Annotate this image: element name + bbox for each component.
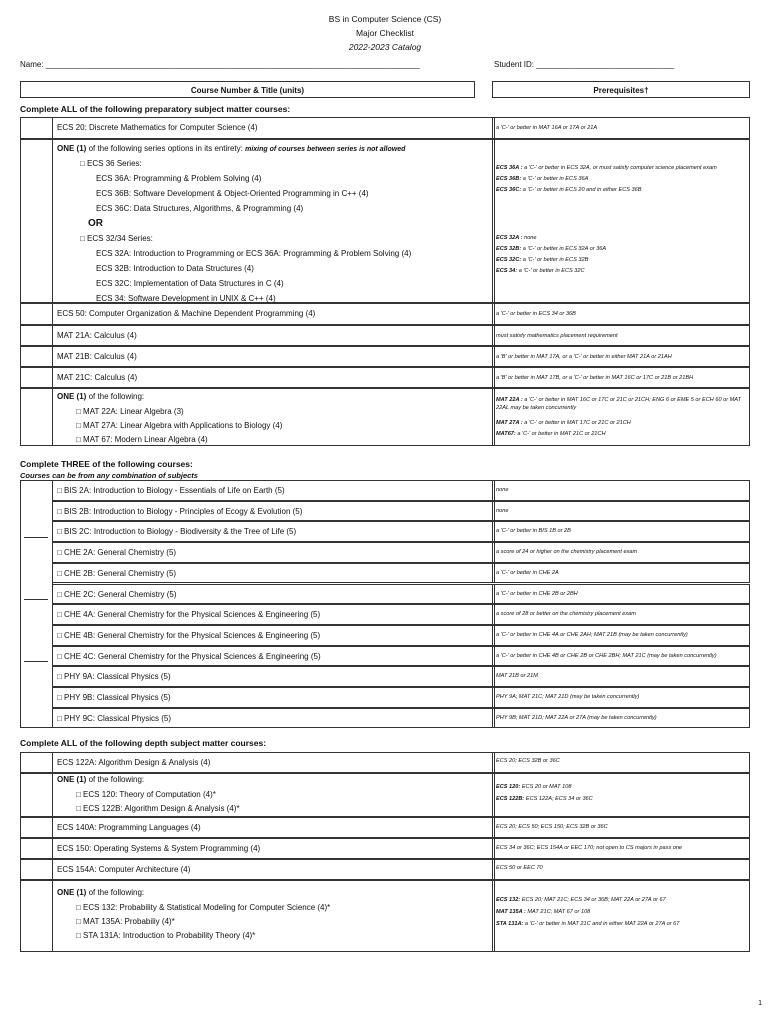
science-subheading: Courses can be from any combination of subjects <box>20 471 198 480</box>
prereq-mat21c: a 'B' or better in MAT 17B, or a 'C-' or better in MAT 16C or 17C or 21B or 21BH <box>496 375 694 381</box>
science-course[interactable]: □ PHY 9C: Classical Physics (5) <box>57 713 172 723</box>
table-row <box>20 563 750 584</box>
prereq-ecs154a: ECS 50 or EEC 70 <box>496 865 543 871</box>
table-row <box>20 346 750 367</box>
course-mat67[interactable]: □ MAT 67: Modern Linear Algebra (4) <box>76 435 208 444</box>
science-course[interactable]: □ BIS 2A: Introduction to Biology - Essentials of Life on Earth (5) <box>57 486 285 495</box>
science-prereq: a 'C-' or better in CHE 4B or CHE 2B or CHE 2BH; MAT 21C (may be taken concurrently) <box>496 652 717 659</box>
table-row <box>20 480 750 501</box>
check-cell[interactable] <box>20 303 53 325</box>
table-row <box>20 521 750 542</box>
prereq-mat27a: MAT 27A : a 'C-' or better in MAT 17C or 21C or 21CH <box>496 420 631 426</box>
course-ecs36c: ECS 36C: Data Structures, Algorithms, & Programming (4) <box>96 204 304 213</box>
series-note: mixing of courses between series is not allowed <box>245 146 406 153</box>
check-cell[interactable] <box>20 859 53 880</box>
science-course[interactable]: □ BIS 2B: Introduction to Biology - Principles of Ecogy & Evolution (5) <box>57 506 303 516</box>
course-ecs32b: ECS 32B: Introduction to Data Structures (4) <box>96 264 254 273</box>
prereq-mat21a: must satisfy mathematics placement requirement <box>496 333 618 339</box>
course-ecs132[interactable]: □ ECS 132: Probability & Statistical Modeling for Computer Science (4)* <box>76 903 331 912</box>
table-row <box>20 687 750 708</box>
course-ecs36b: ECS 36B: Software Development & Object-Oriented Programming in C++ (4) <box>96 189 369 198</box>
catalog-year: 2022-2023 Catalog <box>348 42 422 52</box>
course-ecs50: ECS 50: Computer Organization & Machine Dependent Programming (4) <box>57 309 316 318</box>
check-cell[interactable] <box>20 880 53 952</box>
course-ecs34: ECS 34: Software Development in UNIX & C++ (4) <box>96 294 276 303</box>
science-course[interactable]: □ CHE 4B: General Chemistry for the Physical Sciences & Engineering (5) <box>57 630 321 640</box>
check-cell[interactable] <box>20 388 53 446</box>
table-row <box>20 303 750 325</box>
table-row <box>20 367 750 388</box>
table-row: ONE (1) of the following: □ ECS 132: Probability & Statistical Modeling for Computer Science (4)* □ MAT 135A: Probabiliy (4)* □ STA 131A: Introduction to Probability Theory (4)* ECS 132: ECS 20; MAT 21C; ECS 34 or 36B; MAT 22A or 27A or 67 MAT 135A : MAT 21C; MAT 67 or 108 STA 131A: a 'C-' or better in MAT 21C and in either MAT 22A or 27A or 67 <box>20 880 750 952</box>
prereq-ecs32b: ECS 32B: a 'C-' or better in ECS 32A or 36A <box>496 246 607 252</box>
series-one-label: ONE (1) <box>57 144 87 153</box>
table-row <box>20 501 750 522</box>
prereq-sta131a: STA 131A: a 'C-' or better in MAT 21C and in either MAT 22A or 27A or 67 <box>496 921 680 927</box>
prereq-ecs36c: ECS 36C: a 'C-' or better in ECS 20 and in either ECS 36B <box>496 187 642 193</box>
check-cell[interactable] <box>20 346 53 367</box>
check-cell[interactable] <box>20 773 53 817</box>
science-course[interactable]: □ BIS 2C: Introduction to Biology - Biodiversity & the Tree of Life (5) <box>57 527 297 537</box>
course-mat22a[interactable]: □ MAT 22A: Linear Algebra (3) <box>76 407 184 416</box>
course-ecs36a: ECS 36A: Programming & Problem Solving (4) <box>96 174 262 183</box>
prereq-ecs122b: ECS 122B: ECS 122A; ECS 34 or 36C <box>496 796 593 802</box>
prereq-ecs20: a 'C-' or better in MAT 16A or 17A or 21A <box>496 125 598 131</box>
table-row <box>20 625 750 646</box>
check-cell[interactable] <box>20 838 53 859</box>
course-mat21b: MAT 21B: Calculus (4) <box>57 352 137 361</box>
prereq-ecs132: ECS 132: ECS 20; MAT 21C; ECS 34 or 36B; MAT 22A or 27A or 67 <box>496 897 666 903</box>
program-title: BS in Computer Science (CS) <box>328 14 442 24</box>
prereq-mat22a: MAT 22A : a 'C-' or better in MAT 16C or 17C or 21C or 21CH; ENG 6 or EME 5 or ECH 60 or MAT 22AL may be taken concurrently <box>496 397 742 411</box>
course-ecs122a: ECS 122A: Algorithm Design & Analysis (4) <box>57 758 211 767</box>
course-ecs122b[interactable]: □ ECS 122B: Algorithm Design & Analysis (4)* <box>76 804 240 813</box>
course-mat135a[interactable]: □ MAT 135A: Probabiliy (4)* <box>76 917 175 926</box>
science-prereq: none <box>496 507 509 514</box>
science-prereq: a 'C-' or better in BIS 1B or 2B <box>496 528 571 535</box>
table-row <box>20 542 750 563</box>
table-row <box>20 752 750 773</box>
prereq-mat67: MAT67: a 'C-' or better in MAT 21C or 21CH <box>496 431 606 437</box>
table-row <box>20 604 750 625</box>
prereq-ecs36a: ECS 36A : a 'C-' or better in ECS 32A, or must satisfy computer science placement exam <box>496 165 717 171</box>
table-row <box>20 666 750 687</box>
check-cell[interactable] <box>20 117 53 139</box>
science-course[interactable]: □ CHE 2C: General Chemistry (5) <box>57 589 177 599</box>
prereq-mat21b: a 'B' or better in MAT 17A, or a 'C-' or better in either MAT 21A or 21AH <box>496 354 672 360</box>
course-ecs154a: ECS 154A: Computer Architecture (4) <box>57 865 191 874</box>
science-prereq: a score of 28 or better on the chemistry placement exam <box>496 611 636 618</box>
science-prereq: a score of 24 or higher on the chemistry placement exam <box>496 549 638 556</box>
science-course[interactable]: □ CHE 4A: General Chemistry for the Physical Sciences & Engineering (5) <box>57 610 321 620</box>
prereq-ecs36b: ECS 36B: a 'C-' or better in ECS 36A <box>496 176 589 182</box>
student-id-field[interactable]: Student ID: _______________________________ <box>494 60 675 69</box>
table-row <box>20 584 750 605</box>
check-cell[interactable] <box>20 139 53 303</box>
prerequisites-column-header: Prerequisites† <box>492 81 750 98</box>
science-prereq: a 'C-' or better in CHE 2A <box>496 569 559 576</box>
course-ecs20: ECS 20: Discrete Mathematics for Computer Science (4) <box>57 123 258 132</box>
name-field[interactable]: Name: ____________________________________________________________________________________ <box>20 60 420 69</box>
course-mat21a: MAT 21A: Calculus (4) <box>57 331 137 340</box>
science-course[interactable]: □ CHE 2B: General Chemistry (5) <box>57 568 177 578</box>
table-row <box>20 817 750 838</box>
check-cell[interactable] <box>20 817 53 838</box>
table-row <box>20 708 750 729</box>
page-number: 1 <box>758 1000 762 1007</box>
table-row <box>20 646 750 667</box>
prereq-ecs122a: ECS 20; ECS 32B or 36C <box>496 758 560 764</box>
prep-heading: Complete ALL of the following preparatory subject matter courses: <box>20 104 291 114</box>
science-prereq: a 'C-' or better in CHE 2B or 2BH <box>496 590 578 597</box>
prereq-ecs140a: ECS 20; ECS 50; ECS 150; ECS 32B or 36C <box>496 824 608 830</box>
checklist-title: Major Checklist <box>355 28 415 38</box>
science-prereq: MAT 21B or 21M <box>496 673 538 680</box>
series-32-option[interactable]: □ ECS 32/34 Series: <box>80 234 153 243</box>
check-cell[interactable] <box>20 752 53 773</box>
prereq-ecs120: ECS 120: ECS 20 or MAT 108 <box>496 784 572 790</box>
course-ecs140a: ECS 140A: Programming Languages (4) <box>57 823 201 832</box>
table-row <box>20 838 750 859</box>
prereq-mat135a: MAT 135A : MAT 21C; MAT 67 or 108 <box>496 909 591 915</box>
prereq-ecs32a: ECS 32A : none <box>496 235 537 241</box>
series-36-option[interactable]: □ ECS 36 Series: <box>80 159 142 168</box>
course-ecs120[interactable]: □ ECS 120: Theory of Computation (4)* <box>76 790 216 799</box>
table-row: ONE (1) of the following: □ MAT 22A: Linear Algebra (3) □ MAT 27A: Linear Algebra with Applications to Biology (4) □ MAT 67: Modern Linear Algebra (4) MAT 22A : a 'C-' or better in MAT 16C or 17C or 21C or 21CH; ENG 6 or EME 5 or ECH 60 or MAT 22AL may be taken concurrently MAT 27A : a 'C-' or better in MAT 17C or 21C or 21CH MAT67: a 'C-' or better in MAT 21C or 21CH <box>20 388 750 446</box>
course-sta131a[interactable]: □ STA 131A: Introduction to Probability Theory (4)* <box>76 931 256 940</box>
science-prereq: PHY 9A; MAT 21C; MAT 21D (may be taken concurrently) <box>496 694 640 700</box>
check-cell[interactable] <box>20 367 53 388</box>
table-row: ONE (1) of the following series options in its entirety: mixing of courses between series is not allowed □ ECS 36 Series: ECS 36A: Programming & Problem Solving (4) ECS 36B: Software Development & Object-Oriented Programming in C++ (4) ECS 36C: Data Structures, Algorithms, & Programming (4) OR □ ECS 32/34 Series: ECS 32A: Introduction to Programming or ECS 36A: Programming & Problem Solving (4) ECS 32B: Introduction to Data Structures (4) ECS 32C: Implementation of Data Structures in C (4) ECS 34: Software Development in UNIX & C++ (4) ECS 36A : a 'C-' or better in ECS 32A, or must satisfy computer science placement exam ECS 36B: a 'C-' or better in ECS 36A ECS 36C: a 'C-' or better in ECS 20 and in either ECS 36B ECS 32A : none ECS 32B: a 'C-' or better in ECS 32A or 36A ECS 32C: a 'C-' or better in ECS 32B ECS 34: a 'C-' or better in ECS 32C <box>20 139 750 303</box>
science-prereq: PHY 9B; MAT 21D; MAT 22A or 27A (may be taken concurrently) <box>496 714 657 721</box>
science-course[interactable]: □ PHY 9A: Classical Physics (5) <box>57 672 171 682</box>
course-ecs32a: ECS 32A: Introduction to Programming or ECS 36A: Programming & Problem Solving (4) <box>96 249 412 258</box>
table-row <box>20 859 750 880</box>
prereq-ecs32c: ECS 32C: a 'C-' or better in ECS 32B <box>496 257 589 263</box>
course-mat27a[interactable]: □ MAT 27A: Linear Algebra with Applications to Biology (4) <box>76 421 283 430</box>
course-ecs150: ECS 150: Operating Systems & System Programming (4) <box>57 844 261 853</box>
science-course[interactable]: □ CHE 2A: General Chemistry (5) <box>57 548 177 558</box>
prereq-ecs50: a 'C-' or better in ECS 34 or 36B <box>496 311 576 317</box>
depth-heading: Complete ALL of the following depth subject matter courses: <box>20 738 267 748</box>
table-row <box>20 325 750 346</box>
science-course[interactable]: □ PHY 9B: Classical Physics (5) <box>57 693 171 702</box>
science-heading: Complete THREE of the following courses: <box>20 459 193 469</box>
table-row: ONE (1) of the following: □ ECS 120: Theory of Computation (4)* □ ECS 122B: Algorithm Design & Analysis (4)* ECS 120: ECS 20 or MAT 108 ECS 122B: ECS 122A; ECS 34 or 36C <box>20 773 750 817</box>
course-ecs32c: ECS 32C: Implementation of Data Structures in C (4) <box>96 279 284 288</box>
course-mat21c: MAT 21C: Calculus (4) <box>57 373 138 382</box>
prereq-ecs150: ECS 34 or 36C; ECS 154A or EEC 170; not open to CS majors in pass one <box>496 845 683 851</box>
check-cell[interactable] <box>20 325 53 346</box>
or-divider: OR <box>88 218 103 229</box>
science-prereq: a 'C-' or better in CHE 4A or CHE 2AH; MAT 21B (may be taken concurrently) <box>496 631 688 638</box>
course-column-header: Course Number & Title (units) <box>20 81 475 98</box>
science-course[interactable]: □ CHE 4C: General Chemistry for the Physical Sciences & Engineering (5) <box>57 651 321 661</box>
science-prereq: none <box>496 487 509 493</box>
prereq-ecs34: ECS 34: a 'C-' or better in ECS 32C <box>496 268 585 274</box>
table-row <box>20 117 750 139</box>
